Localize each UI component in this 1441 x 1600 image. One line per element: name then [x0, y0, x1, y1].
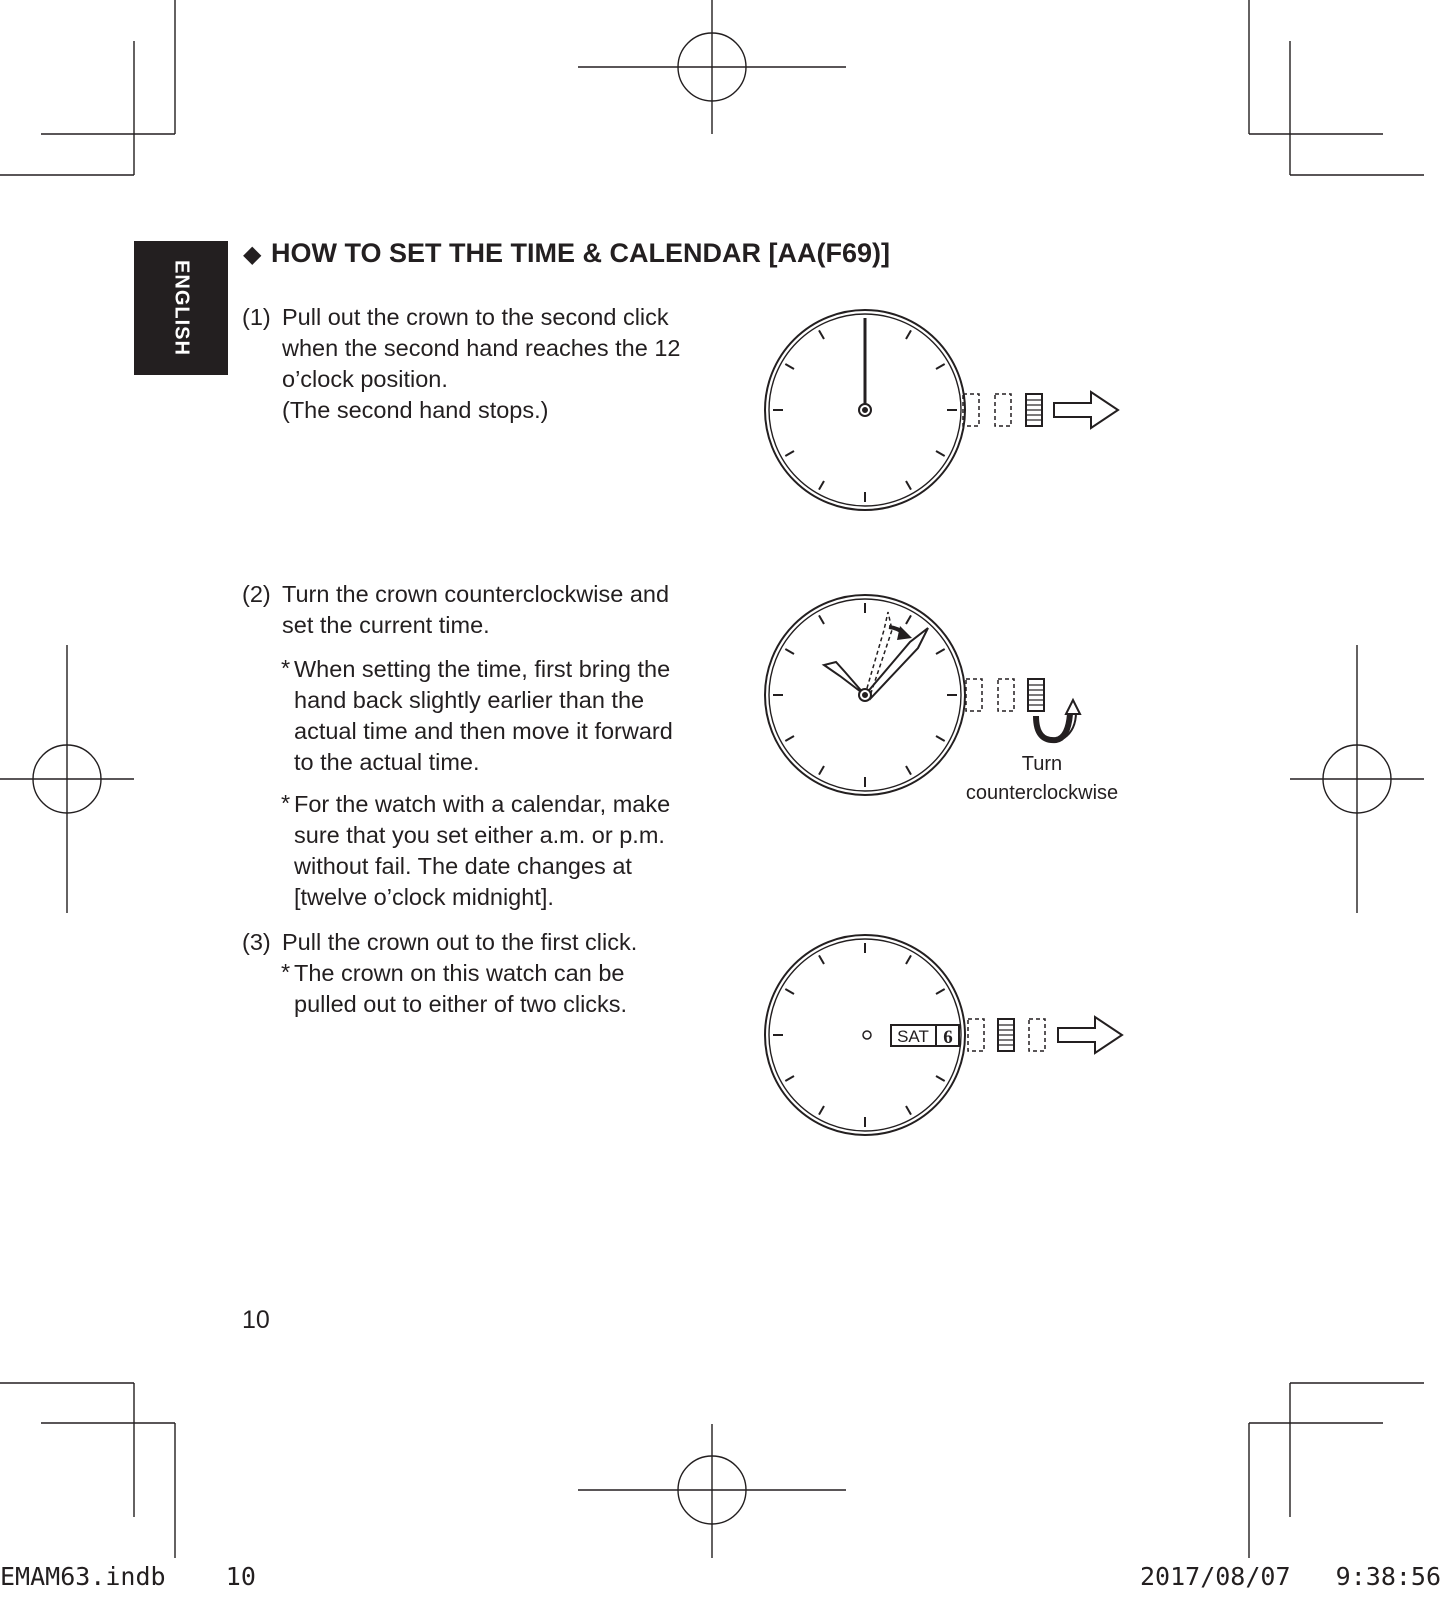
hour-tick — [819, 766, 824, 775]
section-heading — [243, 236, 890, 272]
section-title: HOW TO SET THE TIME & CALENDAR [AA(F69)] — [271, 238, 890, 268]
hour-tick — [785, 649, 794, 654]
hour-tick — [819, 615, 824, 624]
note-text: For the watch with a calendar, make sure that you set either a.m. or p.m. without fail. The date changes at [twelve o’clock midnight]. — [294, 791, 671, 910]
hour-tick — [936, 1076, 945, 1081]
hour-tick — [936, 364, 945, 369]
footer-time: 9:38:56 — [1335, 1562, 1441, 1591]
hour-tick — [906, 766, 911, 775]
asterisk-marker: * — [281, 959, 291, 985]
step-number: (3) — [242, 929, 271, 955]
footer-file — [0, 1562, 256, 1591]
asterisk-marker: * — [281, 790, 291, 816]
step-number: (2) — [242, 581, 271, 607]
hour-tick — [906, 481, 911, 490]
footer-date: 2017/08/07 — [1140, 1562, 1291, 1591]
watch-figure-3 — [760, 932, 1140, 1147]
language-tab-label: ENGLISH — [170, 260, 193, 356]
footer-file-name: EMAM63.indb — [0, 1562, 166, 1591]
hour-tick — [906, 615, 911, 624]
hour-tick — [819, 481, 824, 490]
calendar-day: SAT — [897, 1027, 929, 1046]
hour-tick — [785, 989, 794, 994]
hour-tick — [819, 955, 824, 964]
step-text: Turn the crown counterclockwise and set the current time. — [282, 581, 670, 638]
hour-tick — [819, 330, 824, 339]
hour-tick — [936, 451, 945, 456]
calendar-date: 6 — [943, 1027, 953, 1048]
hour-tick — [906, 955, 911, 964]
hour-tick — [785, 736, 794, 741]
note-text: When setting the time, first bring the hand back slightly earlier than the actual time and then move it forward to the actual time. — [294, 656, 673, 775]
footer-file-page: 10 — [225, 1562, 256, 1591]
step-number: (1) — [242, 304, 271, 330]
hour-tick — [785, 1076, 794, 1081]
watch-figure-1 — [760, 300, 1140, 515]
hour-tick — [906, 1106, 911, 1115]
language-tab — [134, 241, 228, 375]
hour-tick — [785, 364, 794, 369]
hour-tick — [906, 330, 911, 339]
diamond-icon: ◆ — [243, 241, 262, 268]
turn-caption: Turn counterclockwise — [965, 753, 1119, 804]
step-text: Pull the crown out to the first click. — [282, 929, 638, 955]
page-number: 10 — [242, 1306, 270, 1334]
hour-tick — [936, 649, 945, 654]
hour-tick — [936, 736, 945, 741]
footer-timestamp — [1140, 1562, 1441, 1591]
note-text: The crown on this watch can be pulled out to either of two clicks. — [294, 960, 628, 1017]
asterisk-marker: * — [281, 655, 291, 681]
hour-tick — [819, 1106, 824, 1115]
step-text: Pull out the crown to the second click when the second hand reaches the 12 o’clock position. (The second hand stops.) — [282, 304, 681, 423]
hour-tick — [785, 451, 794, 456]
hour-tick — [936, 989, 945, 994]
